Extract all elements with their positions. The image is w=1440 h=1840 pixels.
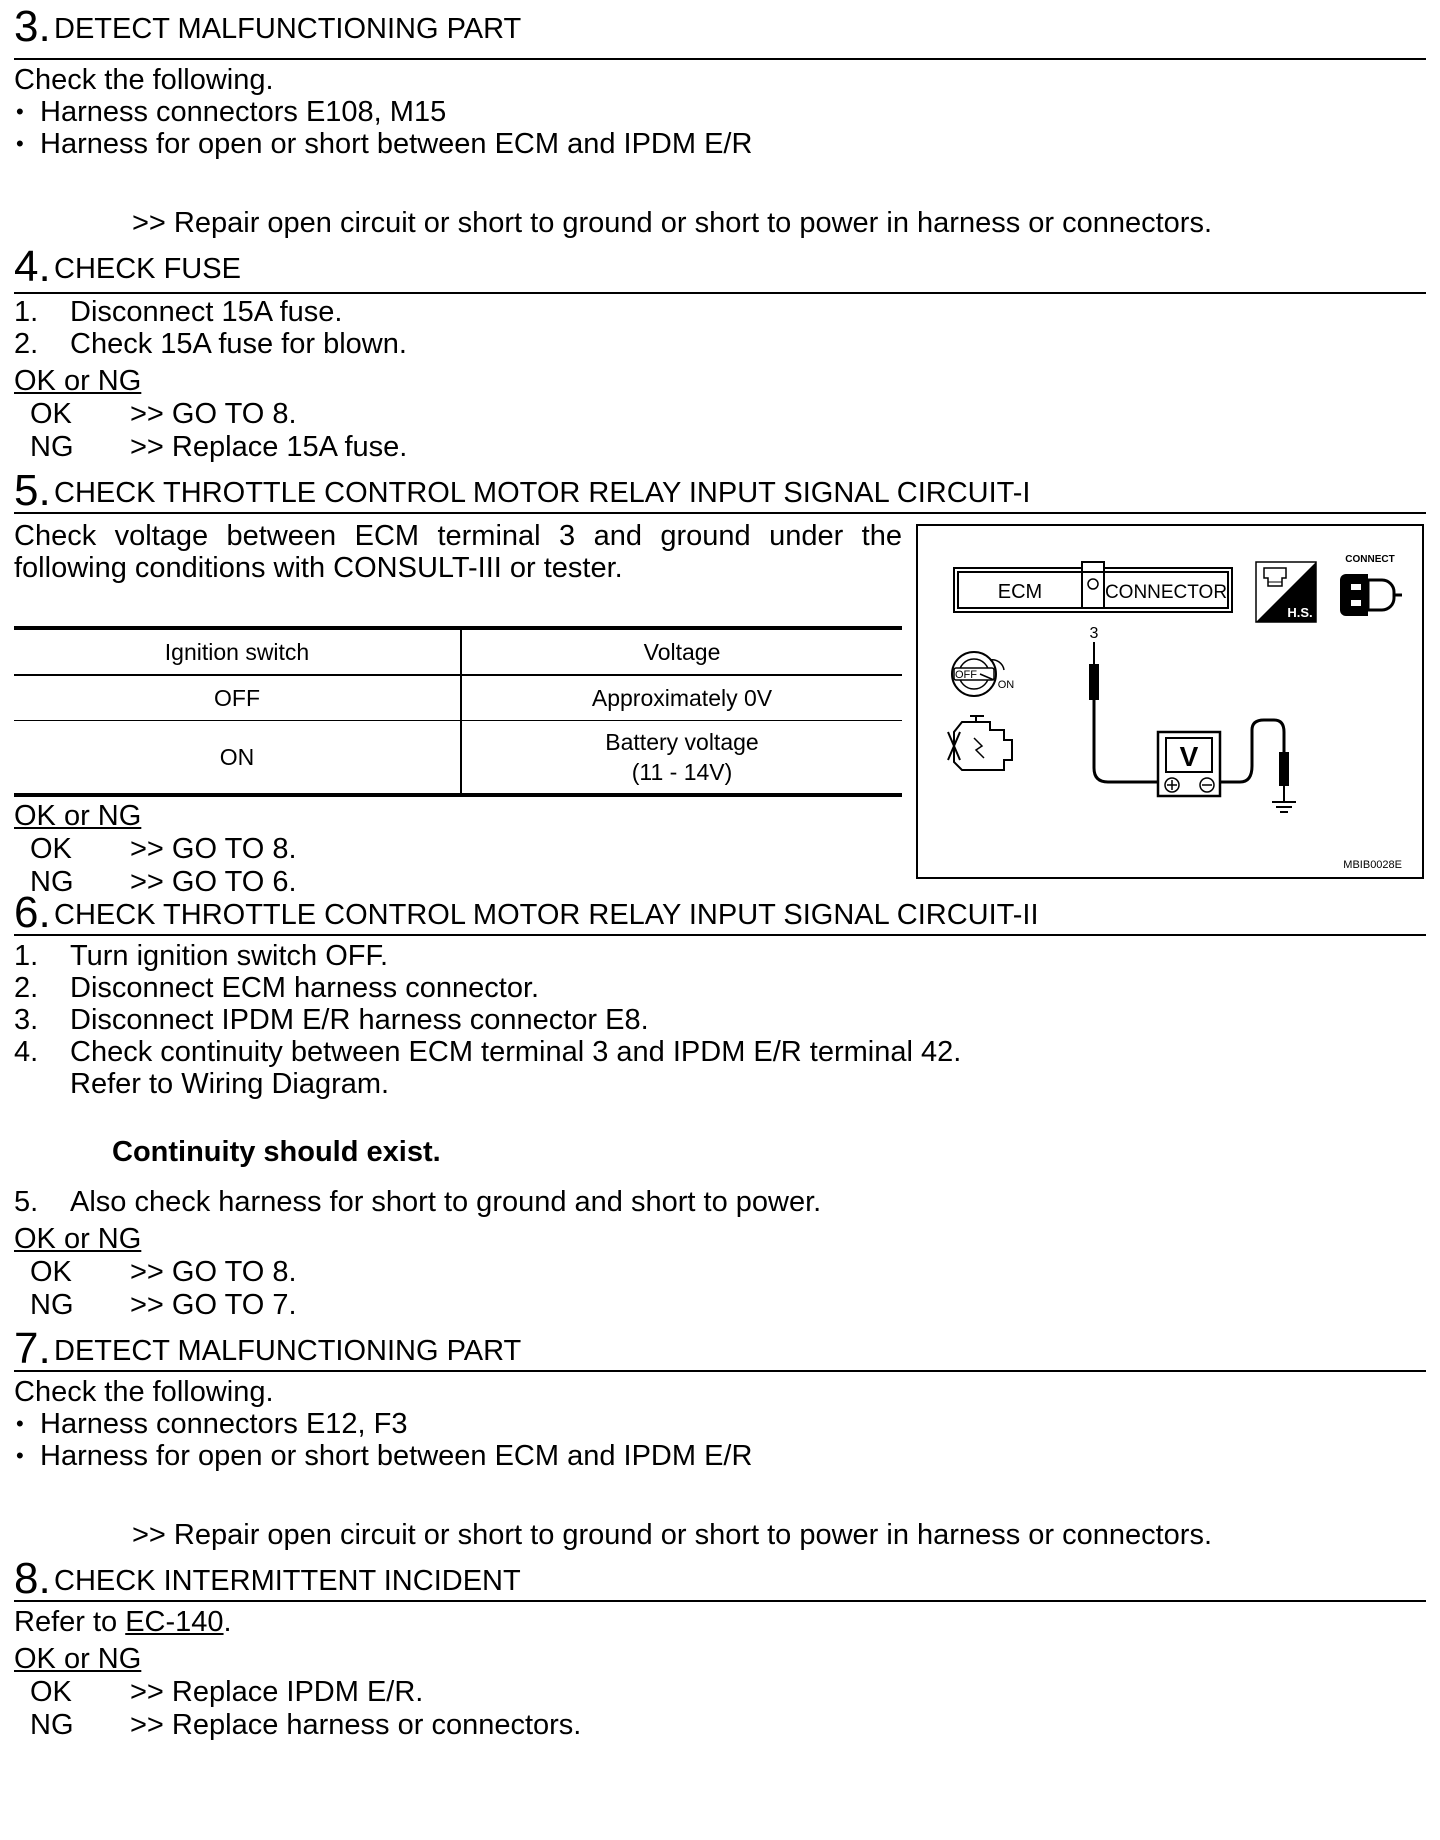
list-item bbox=[14, 328, 1426, 360]
result-ng bbox=[14, 1289, 1426, 1322]
ok-or-ng-heading: OK or NG bbox=[14, 365, 142, 397]
item-text: Disconnect 15A fuse. bbox=[70, 296, 343, 328]
step-5 bbox=[14, 464, 1426, 898]
refer-text: Refer to Wiring Diagram. bbox=[70, 1068, 390, 1100]
item-number: 2. bbox=[14, 972, 39, 1004]
table-cell: ON bbox=[14, 721, 461, 796]
table-header: Ignition switch bbox=[14, 628, 461, 675]
step-intro: Check the following. bbox=[14, 1376, 274, 1408]
item-text: Disconnect ECM harness connector. bbox=[70, 972, 540, 1004]
step-number: 6. bbox=[14, 888, 51, 937]
ecm-label: ECM bbox=[997, 581, 1043, 603]
result-action: >> GO TO 6. bbox=[130, 866, 297, 898]
ok-or-ng-heading: OK or NG bbox=[14, 1643, 142, 1675]
connect-icon bbox=[1340, 554, 1402, 616]
result-key: NG bbox=[30, 431, 74, 463]
item-text: Also check harness for short to ground and short to power. bbox=[70, 1186, 822, 1218]
step-5-header bbox=[14, 464, 1426, 514]
result-ok bbox=[14, 1676, 1426, 1709]
result-key: NG bbox=[30, 866, 74, 898]
step-title: CHECK FUSE bbox=[54, 253, 241, 285]
voltmeter-label: V bbox=[1179, 741, 1199, 772]
repair-action: >> Repair open circuit or short to ground or short to power in harness or connectors. bbox=[132, 1519, 1213, 1551]
cell-line: Battery voltage bbox=[605, 729, 759, 755]
item-number: 3. bbox=[14, 1004, 39, 1036]
list-item bbox=[14, 1004, 1426, 1036]
item-text: Turn ignition switch OFF. bbox=[70, 940, 389, 972]
item-text: Disconnect IPDM E/R harness connector E8. bbox=[70, 1004, 649, 1036]
hs-label: H.S. bbox=[1287, 605, 1313, 620]
step-title: DETECT MALFUNCTIONING PART bbox=[54, 1335, 522, 1367]
result-key: OK bbox=[30, 398, 72, 430]
step-8 bbox=[14, 1552, 1426, 1742]
item-number: 5. bbox=[14, 1186, 39, 1218]
ground-icon bbox=[1272, 802, 1296, 812]
harness-side-icon bbox=[1256, 562, 1316, 622]
table-header: Voltage bbox=[461, 628, 902, 675]
result-action: >> Replace IPDM E/R. bbox=[130, 1676, 424, 1708]
table-cell: OFF bbox=[14, 675, 461, 721]
result-ng bbox=[14, 1709, 1426, 1742]
step-7 bbox=[14, 1322, 1426, 1552]
table-cell: Approximately 0V bbox=[461, 675, 902, 721]
result-ok bbox=[14, 833, 902, 866]
table-cell bbox=[461, 721, 902, 796]
step-6 bbox=[14, 886, 1426, 1322]
item-number: 4. bbox=[14, 1036, 39, 1068]
list-item bbox=[14, 1036, 1426, 1068]
result-key: OK bbox=[30, 1256, 72, 1288]
list-item bbox=[14, 1186, 1426, 1218]
step-8-header bbox=[14, 1552, 1426, 1602]
step-3 bbox=[14, 0, 1426, 240]
step-title: CHECK THROTTLE CONTROL MOTOR RELAY INPUT SIGNAL CIRCUIT-I bbox=[54, 477, 1031, 509]
ec-140-link[interactable]: EC-140 bbox=[125, 1606, 224, 1638]
engine-off-icon bbox=[948, 716, 1012, 770]
item-text: Check 15A fuse for blown. bbox=[70, 328, 407, 360]
table-row bbox=[14, 721, 902, 796]
result-action: >> Replace 15A fuse. bbox=[130, 431, 408, 463]
result-key: NG bbox=[30, 1709, 74, 1741]
bullet-item: • Harness for open or short between ECM and IPDM E/R bbox=[14, 1440, 1426, 1472]
step-6-header bbox=[14, 886, 1426, 936]
cell-line: (11 - 14V) bbox=[631, 759, 733, 785]
step-4-header bbox=[14, 240, 1426, 294]
item-text: Check continuity between ECM terminal 3 and IPDM E/R terminal 42. bbox=[70, 1036, 962, 1068]
result-key: NG bbox=[30, 1289, 74, 1321]
connect-label: CONNECT bbox=[1345, 554, 1395, 565]
bullet-item: • Harness connectors E108, M15 bbox=[14, 96, 1426, 128]
result-ok bbox=[14, 1256, 1426, 1289]
item-number: 1. bbox=[14, 296, 39, 328]
result-ok bbox=[14, 398, 1426, 431]
on-label: ON bbox=[997, 679, 1015, 691]
positive-probe bbox=[1089, 664, 1099, 700]
ok-or-ng-heading: OK or NG bbox=[14, 800, 142, 832]
ok-or-ng-heading: OK or NG bbox=[14, 1223, 142, 1255]
ignition-key-icon bbox=[952, 652, 1014, 696]
step-title: CHECK INTERMITTENT INCIDENT bbox=[54, 1565, 521, 1597]
list-item bbox=[14, 972, 1426, 1004]
step-number: 7. bbox=[14, 1324, 51, 1373]
step-number: 5. bbox=[14, 466, 51, 515]
negative-probe bbox=[1279, 752, 1289, 786]
off-label: OFF bbox=[955, 669, 977, 681]
table-row bbox=[14, 675, 902, 721]
list-item bbox=[14, 296, 1426, 328]
result-ng bbox=[14, 431, 1426, 464]
voltmeter bbox=[1158, 732, 1220, 796]
repair-action: >> Repair open circuit or short to ground or short to power in harness or connectors. bbox=[132, 207, 1213, 239]
step-title: DETECT MALFUNCTIONING PART bbox=[54, 13, 522, 45]
step-3-header bbox=[14, 0, 1426, 60]
bullet-item: • Harness for open or short between ECM and IPDM E/R bbox=[14, 128, 1426, 160]
result-action: >> Replace harness or connectors. bbox=[130, 1709, 582, 1741]
terminal-number: 3 bbox=[1089, 625, 1099, 642]
refer-prefix: Refer to bbox=[14, 1606, 126, 1638]
step-7-header bbox=[14, 1322, 1426, 1372]
step-number: 4. bbox=[14, 242, 51, 291]
refer-suffix: . bbox=[223, 1606, 232, 1638]
step-intro: Check voltage between ECM terminal 3 and ground under the following conditions with CONSULT-III or tester. bbox=[14, 520, 902, 584]
voltage-table bbox=[14, 626, 902, 797]
spec-text: Continuity should exist. bbox=[112, 1136, 441, 1168]
result-action: >> GO TO 8. bbox=[130, 1256, 297, 1288]
result-key: OK bbox=[30, 833, 72, 865]
item-number: 1. bbox=[14, 940, 39, 972]
step-intro: Check the following. bbox=[14, 64, 274, 96]
step-title: CHECK THROTTLE CONTROL MOTOR RELAY INPUT SIGNAL CIRCUIT-II bbox=[54, 899, 1039, 931]
step-number: 8. bbox=[14, 1554, 51, 1603]
result-action: >> GO TO 7. bbox=[130, 1289, 297, 1321]
refer-text bbox=[14, 1606, 1426, 1638]
result-key: OK bbox=[30, 1676, 72, 1708]
procedure-page bbox=[14, 0, 1426, 1742]
step-4 bbox=[14, 240, 1426, 464]
item-number: 2. bbox=[14, 328, 39, 360]
result-action: >> GO TO 8. bbox=[130, 398, 297, 430]
result-action: >> GO TO 8. bbox=[130, 833, 297, 865]
ecm-connector-box bbox=[954, 562, 1232, 612]
voltage-check-diagram bbox=[916, 524, 1424, 879]
bullet-item: • Harness connectors E12, F3 bbox=[14, 1408, 1426, 1440]
step-number: 3. bbox=[14, 2, 51, 51]
figure-code: MBIB0028E bbox=[1343, 859, 1402, 871]
list-item bbox=[14, 940, 1426, 972]
connector-label: CONNECTOR bbox=[1104, 582, 1228, 603]
